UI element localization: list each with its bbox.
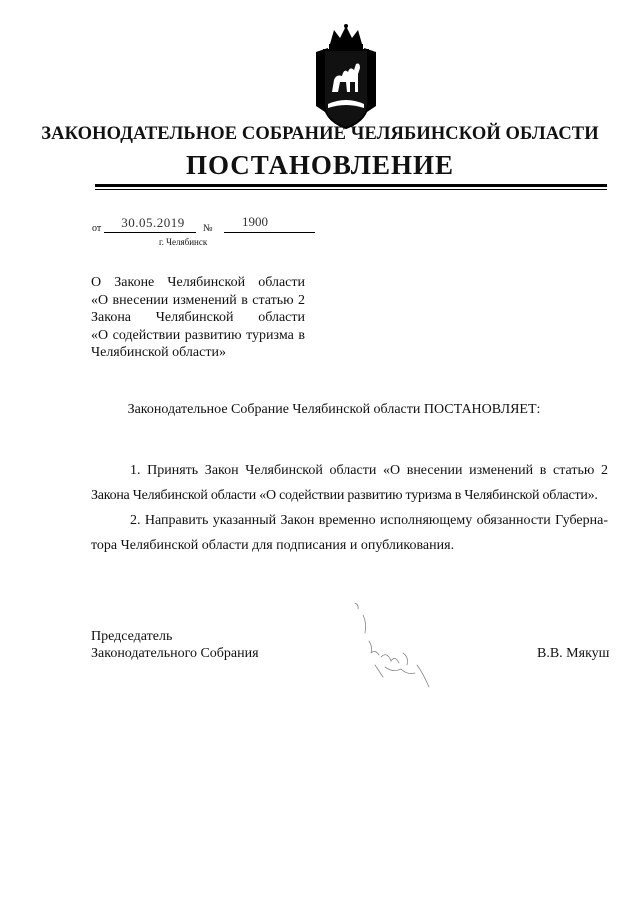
paragraph-line: 2. Направить указанный Закон временно исполняющему обязанности Губерна- [130, 513, 608, 528]
number-underline [224, 232, 315, 233]
signatory-name: В.В. Мякуш [537, 646, 610, 661]
document-subject [91, 274, 305, 362]
document-number: 1900 [242, 214, 268, 229]
header-rule-thin [95, 189, 607, 190]
date-label: от [92, 223, 102, 234]
number-label: № [203, 223, 213, 234]
subject-line: О Законе Челябинской области [91, 275, 305, 290]
paragraph-line: 1. Принять Закон Челябинской области «О внесении изменений в статью 2 [130, 463, 608, 478]
handwritten-signature [345, 595, 445, 705]
signatory-title-line1: Председатель [91, 629, 173, 644]
document-type-title: ПОСТАНОВЛЕНИЕ [185, 150, 455, 180]
coat-of-arms-icon [300, 22, 392, 132]
subject-line: «О содействии развитию туризма в [91, 327, 305, 343]
date-underline [104, 232, 196, 233]
document-date: 30.05.2019 [121, 215, 185, 230]
subject-line: Закона Челябинской области [91, 310, 305, 325]
paragraph-1 [91, 458, 608, 508]
resolution-body [91, 458, 608, 558]
organization-title: ЗАКОНОДАТЕЛЬНОЕ СОБРАНИЕ ЧЕЛЯБИНСКОЙ ОБЛАСТИ [41, 124, 599, 144]
subject-line: Челябинской области» [91, 345, 226, 360]
subject-line: «О внесении изменений в статью 2 [91, 292, 305, 308]
city-label: г. Челябинск [159, 237, 208, 247]
paragraph-2 [91, 508, 608, 558]
paragraph-line: тора Челябинской области для подписания и опубликования. [91, 538, 455, 553]
signatory-title-line2: Законодательного Собрания [91, 646, 259, 661]
preamble: Законодательное Собрание Челябинской области ПОСТАНОВЛЯЕТ: [127, 402, 541, 417]
paragraph-line: Закона Челябинской области «О содействии развитию туризма в Челябинской области». [91, 488, 598, 503]
header-rule-thick [95, 184, 607, 187]
